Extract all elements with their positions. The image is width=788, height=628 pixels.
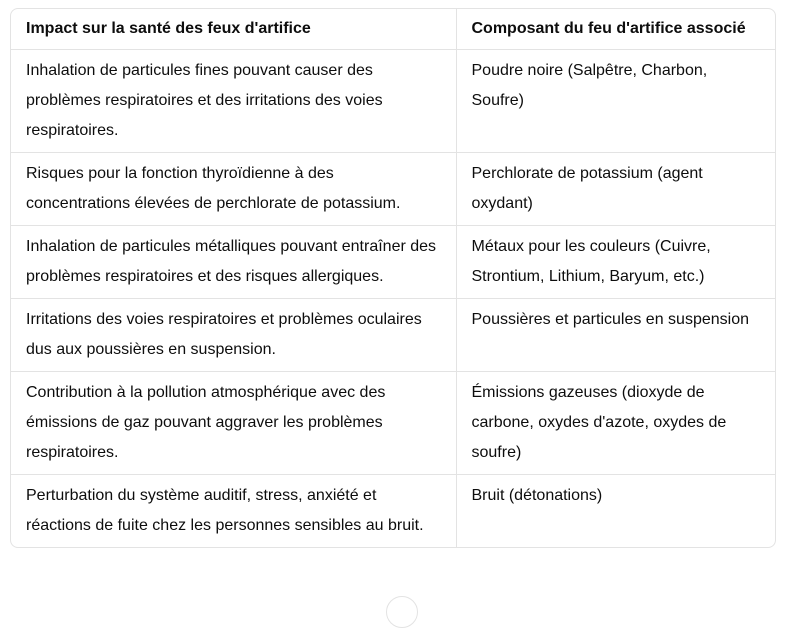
component-cell: Perchlorate de potassium (agent oxydant) bbox=[456, 153, 775, 226]
component-cell: Émissions gazeuses (dioxyde de carbone, oxydes d'azote, oxydes de soufre) bbox=[456, 372, 775, 475]
impact-cell: Perturbation du système auditif, stress, anxiété et réactions de fuite chez les personnes sensibles au bruit. bbox=[11, 475, 456, 548]
table-header bbox=[11, 9, 775, 50]
impact-cell: Inhalation de particules fines pouvant causer des problèmes respiratoires et des irritations des voies respiratoires. bbox=[11, 50, 456, 153]
component-cell: Poussières et particules en suspension bbox=[456, 299, 775, 372]
table-row bbox=[11, 372, 775, 475]
table-row bbox=[11, 50, 775, 153]
impact-cell: Risques pour la fonction thyroïdienne à des concentrations élevées de perchlorate de potassium. bbox=[11, 153, 456, 226]
header-row bbox=[11, 9, 775, 50]
table-row bbox=[11, 475, 775, 548]
table-row bbox=[11, 153, 775, 226]
impact-cell: Inhalation de particules métalliques pouvant entraîner des problèmes respiratoires et des risques allergiques. bbox=[11, 226, 456, 299]
table-body bbox=[11, 50, 775, 548]
impact-cell: Irritations des voies respiratoires et problèmes oculaires dus aux poussières en suspension. bbox=[11, 299, 456, 372]
impact-cell: Contribution à la pollution atmosphérique avec des émissions de gaz pouvant aggraver les problèmes respiratoires. bbox=[11, 372, 456, 475]
scroll-down-button[interactable] bbox=[386, 596, 418, 628]
component-cell: Métaux pour les couleurs (Cuivre, Strontium, Lithium, Baryum, etc.) bbox=[456, 226, 775, 299]
health-impact-table bbox=[10, 8, 776, 548]
header-impact: Impact sur la santé des feux d'artifice bbox=[11, 9, 456, 50]
table-row bbox=[11, 226, 775, 299]
component-cell: Bruit (détonations) bbox=[471, 487, 603, 504]
table bbox=[11, 9, 775, 547]
component-cell: Poudre noire (Salpêtre, Charbon, Soufre) bbox=[456, 50, 775, 153]
header-component: Composant du feu d'artifice associé bbox=[456, 9, 775, 50]
table-row bbox=[11, 299, 775, 372]
